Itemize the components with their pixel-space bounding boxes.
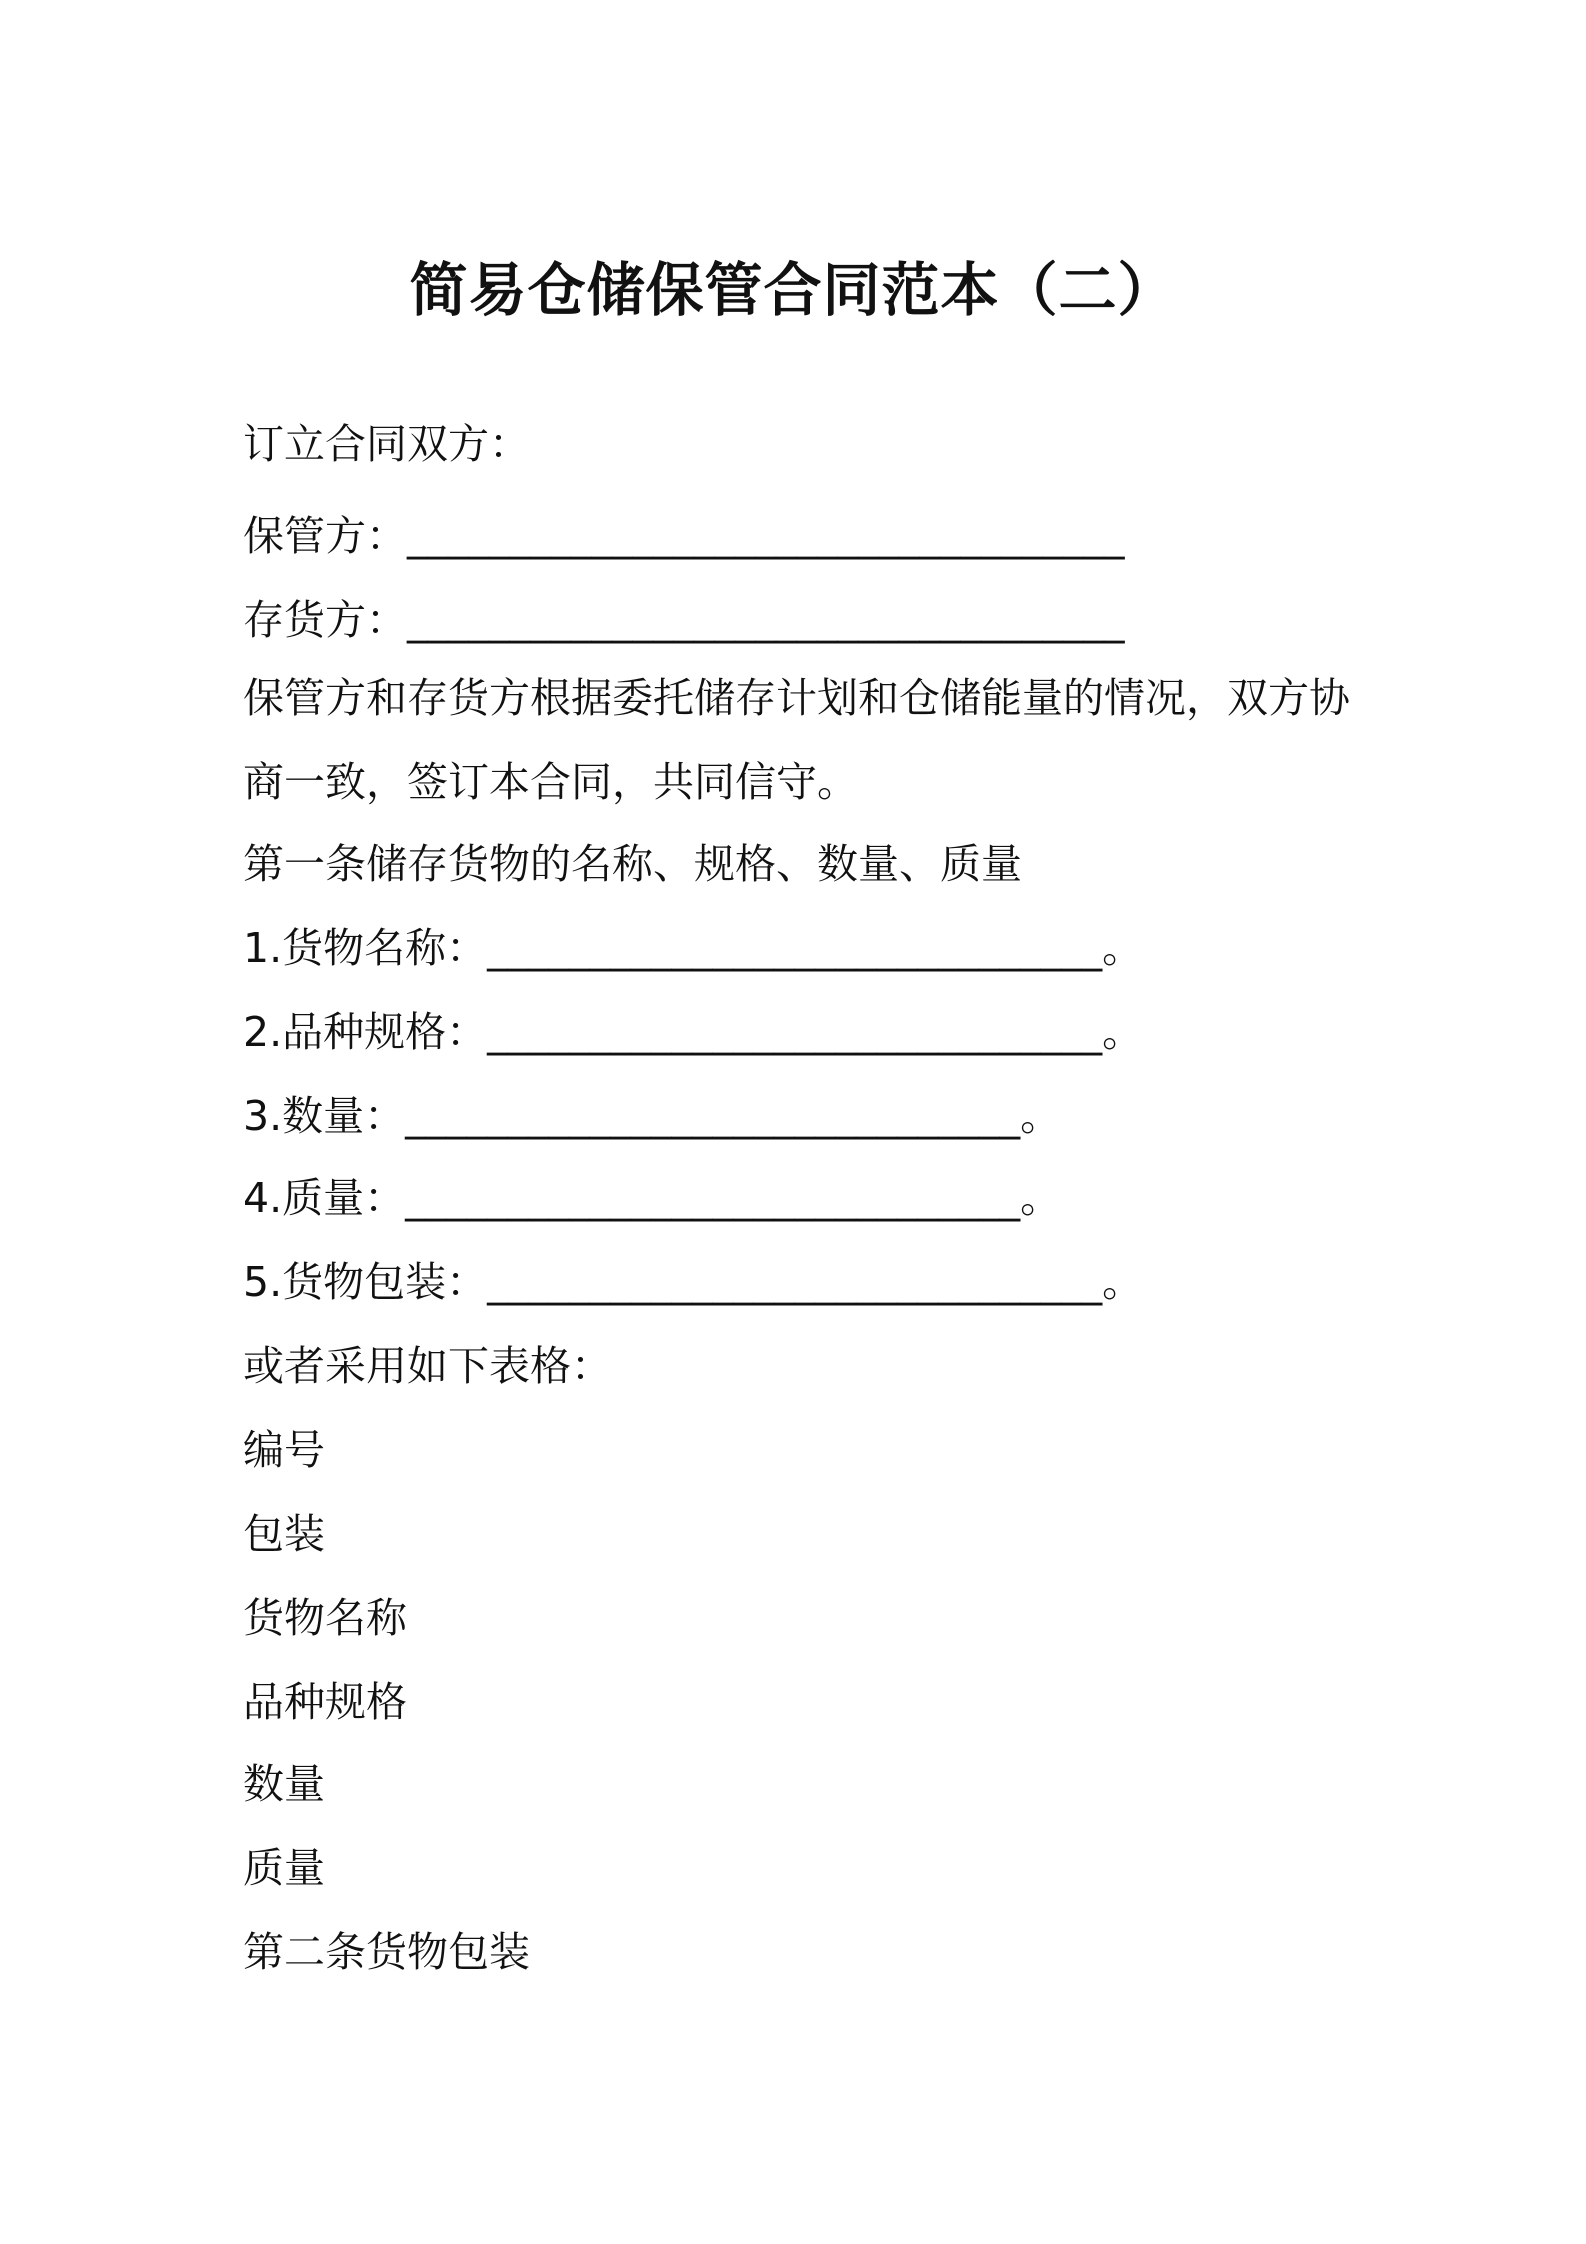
table-field: 货物名称 <box>243 1594 407 1642</box>
article-2-heading: 第二条货物包装 <box>243 1928 530 1976</box>
article-1-heading: 第一条储存货物的名称、规格、数量、质量 <box>243 840 1022 888</box>
item-goods-name: 1.货物名称：______________________________。 <box>243 924 1144 972</box>
parties-intro: 订立合同双方： <box>243 420 530 468</box>
item-quality: 4.质量：______________________________。 <box>243 1174 1062 1222</box>
table-field: 包装 <box>243 1510 325 1558</box>
table-intro: 或者采用如下表格： <box>243 1342 612 1390</box>
table-field: 数量 <box>243 1760 325 1808</box>
item-packaging: 5.货物包装：______________________________。 <box>243 1258 1144 1306</box>
document-title: 简易仓储保管合同范本（二） <box>409 256 1177 324</box>
item-quantity: 3.数量：______________________________。 <box>243 1092 1062 1140</box>
table-field: 编号 <box>243 1426 325 1474</box>
preamble-paragraph: 保管方和存货方根据委托储存计划和仓储能量的情况，双方协商一致，签订本合同，共同信守。 <box>243 674 1350 806</box>
table-field: 质量 <box>243 1844 325 1892</box>
depositor-line: 存货方：___________________________________ <box>243 596 1125 644</box>
table-field: 品种规格 <box>243 1678 407 1726</box>
keeper-line: 保管方：___________________________________ <box>243 512 1125 560</box>
item-specification: 2.品种规格：______________________________。 <box>243 1008 1144 1056</box>
